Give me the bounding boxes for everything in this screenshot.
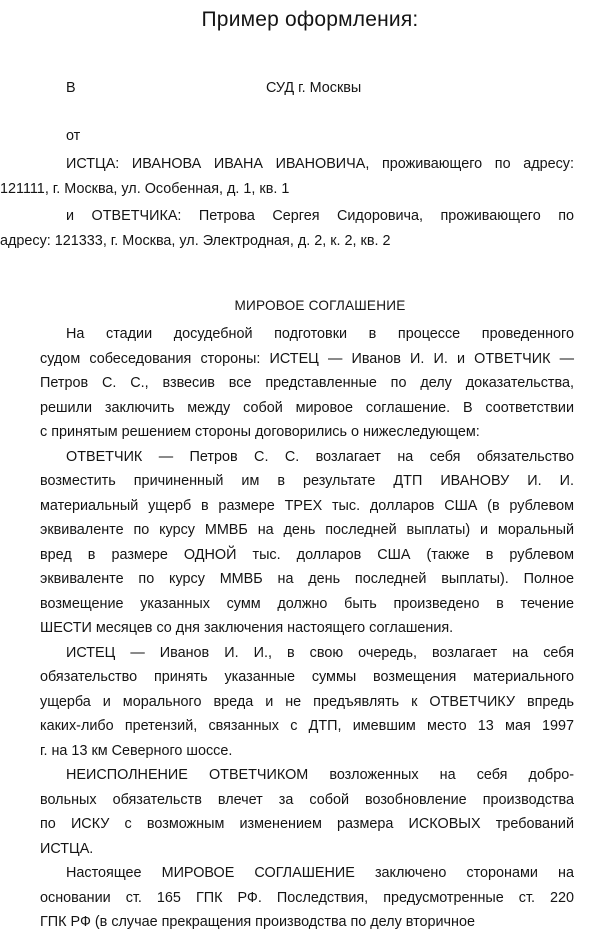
paragraph-line: ИСТЦА. bbox=[40, 840, 94, 857]
agreement-heading: МИРОВОЕ СОГЛАШЕНИЕ bbox=[234, 298, 406, 313]
paragraph-line: ИСТЕЦ — Иванов И. И., в свою очередь, возлагает на себя bbox=[66, 644, 574, 661]
paragraph-line: НЕИСПОЛНЕНИЕ ОТВЕТЧИКОМ возложенных на себя добро- bbox=[66, 767, 574, 783]
defendant-block bbox=[0, 204, 574, 255]
paragraph-line: г. на 13 км Северного шоссе. bbox=[40, 742, 233, 759]
agreement-paragraph bbox=[40, 445, 574, 641]
defendant-line: адресу: 121333, г. Москва, ул. Электродная, д. 2, к. 2, кв. 2 bbox=[0, 233, 391, 250]
paragraph-line: ущерба и морального вреда и не предъявлять к ОТВЕТЧИКУ впредь bbox=[40, 693, 574, 710]
paragraph-line: решили заключить между собой мировое соглашение. В соответствии bbox=[40, 399, 574, 416]
paragraph-line: каких-либо претензий, связанных с ДТП, имевшим место 13 мая 1997 bbox=[40, 718, 574, 734]
paragraph-line: обязательство принять указанные суммы возмещения материального bbox=[40, 669, 574, 685]
paragraph-line: судом собеседования стороны: ИСТЕЦ — Иванов И. И. и ОТВЕТЧИК — bbox=[40, 350, 574, 367]
paragraph-line: эквиваленте по курсу ММВБ на день последней выплаты) и моральный bbox=[40, 522, 574, 538]
agreement-paragraph bbox=[40, 861, 574, 935]
paragraph-line: с принятым решением стороны договорились о нижеследующем: bbox=[40, 424, 480, 440]
agreement-paragraph bbox=[40, 763, 574, 861]
paragraph-line: Настоящее МИРОВОЕ СОГЛАШЕНИЕ заключено сторонами на bbox=[66, 865, 574, 881]
paragraph-line: Петров С. С., взвесив все представленные по делу доказательства, bbox=[40, 375, 574, 391]
paragraph-line: эквиваленте по курсу ММВБ на день последней выплаты). Полное bbox=[40, 571, 574, 587]
paragraph-line: материальный ущерб в размере ТРЕХ тыс. долларов США (в рублевом bbox=[40, 497, 574, 514]
recipient-prefix: В bbox=[66, 80, 76, 96]
paragraph-line: основании ст. 165 ГПК РФ. Последствия, предусмотренные ст. 220 bbox=[40, 889, 574, 906]
paragraph-line: вольных обязательств влечет за собой возобновление производства bbox=[40, 791, 574, 808]
paragraph-line: возмещение указанных сумм должно быть произведено в течение bbox=[40, 595, 574, 612]
paragraph-line: ОТВЕТЧИК — Петров С. С. возлагает на себя обязательство bbox=[66, 448, 574, 465]
court-name: СУД г. Москвы bbox=[266, 80, 362, 96]
paragraph-line: ШЕСТИ месяцев со дня заключения настоящего соглашения. bbox=[40, 620, 454, 636]
paragraph-line: ГПК РФ (в случае прекращения производства по делу вторичное bbox=[40, 914, 476, 930]
page-title: Пример оформления: bbox=[201, 8, 419, 31]
paragraph-line: На стадии досудебной подготовки в процессе проведенного bbox=[66, 326, 574, 342]
paragraph-line: вред в размере ОДНОЙ тыс. долларов США (также в рублевом bbox=[40, 546, 574, 563]
paragraph-line: возместить причиненный им в результате ДТП ИВАНОВУ И. И. bbox=[40, 473, 574, 489]
plaintiff-line: ИСТЦА: ИВАНОВА ИВАНА ИВАНОВИЧА, проживающего по адресу: bbox=[66, 156, 574, 172]
agreement-paragraph bbox=[40, 322, 574, 445]
paragraph-line: по ИСКУ с возможным изменением размера ИСКОВЫХ требований bbox=[40, 816, 574, 832]
defendant-line: и ОТВЕТЧИКА: Петрова Сергея Сидоровича, проживающего по bbox=[66, 208, 574, 224]
from-label: от bbox=[66, 128, 81, 144]
plaintiff-block bbox=[0, 152, 574, 203]
plaintiff-line: 121111, г. Москва, ул. Особенная, д. 1, кв. 1 bbox=[0, 181, 290, 198]
agreement-paragraph bbox=[40, 641, 574, 764]
agreement-body bbox=[40, 322, 574, 935]
